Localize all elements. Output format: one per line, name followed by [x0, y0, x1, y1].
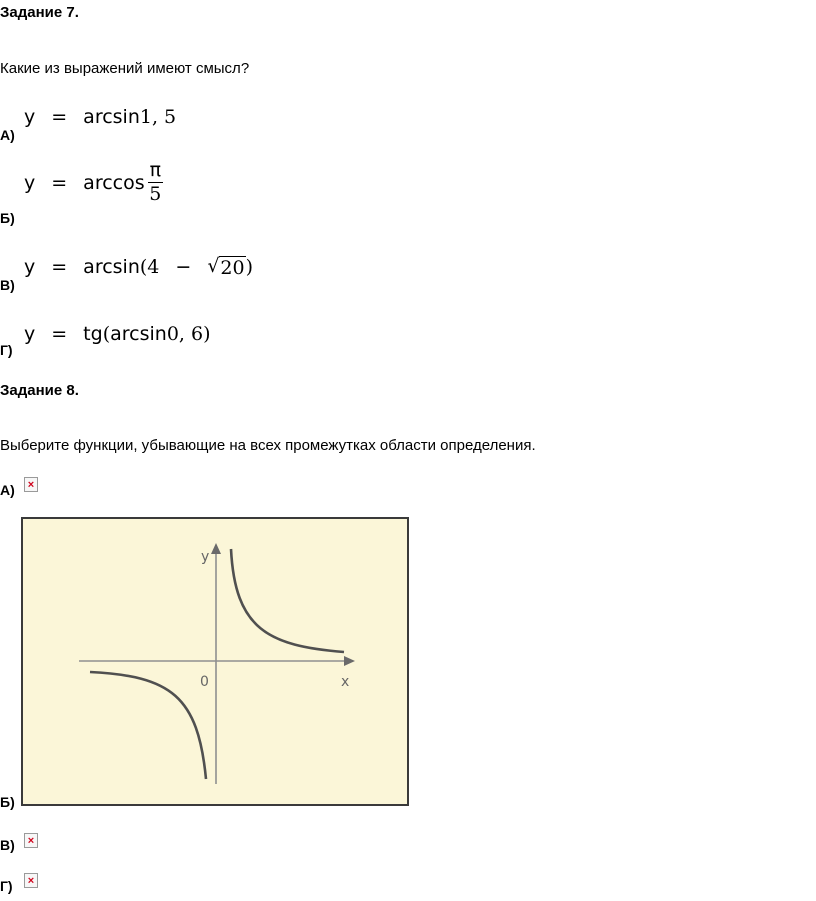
expr-equals: =	[51, 106, 68, 128]
task7-option-a-label: А)	[0, 127, 15, 143]
task7-option-c-expression	[24, 255, 253, 279]
curve-branch-right	[231, 549, 344, 652]
expr-func: arcsin	[110, 323, 167, 345]
task8-option-b-label: Б)	[0, 794, 15, 810]
expr-lhs: y	[24, 256, 36, 278]
task8-title: Задание 8.	[0, 382, 79, 399]
task7-option-c-label: В)	[0, 277, 15, 293]
task7-question: Какие из выражений имеют смысл?	[0, 60, 250, 77]
expr-equals: =	[51, 256, 68, 278]
expr-equals: =	[51, 323, 68, 345]
task8-option-a-label: А)	[0, 482, 15, 498]
expr-func: arccos	[83, 171, 145, 194]
task7-option-d-label: Г)	[0, 342, 13, 358]
sqrt-radicand: 20	[220, 257, 245, 279]
task7-title: Задание 7.	[0, 4, 79, 21]
fraction-numerator: π	[149, 159, 162, 181]
task8-option-d-label: Г)	[0, 878, 13, 894]
graph-svg	[23, 519, 407, 804]
task7-option-d-expression	[24, 323, 211, 345]
task7-option-a-expression	[24, 106, 176, 128]
y-axis-arrow-icon	[211, 543, 221, 554]
expr-open: (	[102, 323, 111, 345]
expr-minus: −	[175, 256, 192, 278]
y-axis-label: y	[201, 549, 210, 565]
fraction-denominator: 5	[149, 183, 162, 205]
hyperbola-graph	[21, 517, 409, 806]
x-axis-label: x	[341, 674, 350, 690]
expr-lhs: y	[24, 106, 36, 128]
task8-option-c-label: В)	[0, 837, 15, 853]
expr-sqrt	[207, 255, 245, 279]
expr-lhs: y	[24, 323, 36, 345]
sqrt-symbol: √	[207, 255, 220, 277]
task8-question: Выберите функции, убывающие на всех промежутках области определения.	[0, 437, 536, 454]
broken-image-icon: ×	[24, 873, 38, 888]
curve-branch-left	[90, 672, 206, 779]
expr-arg: 1, 5	[139, 106, 177, 128]
expr-equals: =	[51, 171, 68, 194]
expr-fraction	[148, 161, 163, 204]
expr-close: )	[203, 323, 211, 345]
expr-outer-func: tg	[83, 323, 103, 345]
expr-close: )	[245, 256, 254, 278]
broken-image-icon: ×	[24, 477, 38, 492]
expr-lhs: y	[24, 171, 36, 194]
expr-open: (4	[139, 256, 160, 278]
task7-option-b-expression	[24, 161, 163, 204]
x-axis-arrow-icon	[344, 656, 355, 666]
task7-option-b-label: Б)	[0, 210, 15, 226]
expr-func: arcsin	[83, 256, 140, 278]
origin-label: 0	[200, 674, 209, 690]
broken-image-icon: ×	[24, 833, 38, 848]
expr-func: arcsin	[83, 106, 140, 128]
expr-arg: 0, 6	[166, 323, 204, 345]
